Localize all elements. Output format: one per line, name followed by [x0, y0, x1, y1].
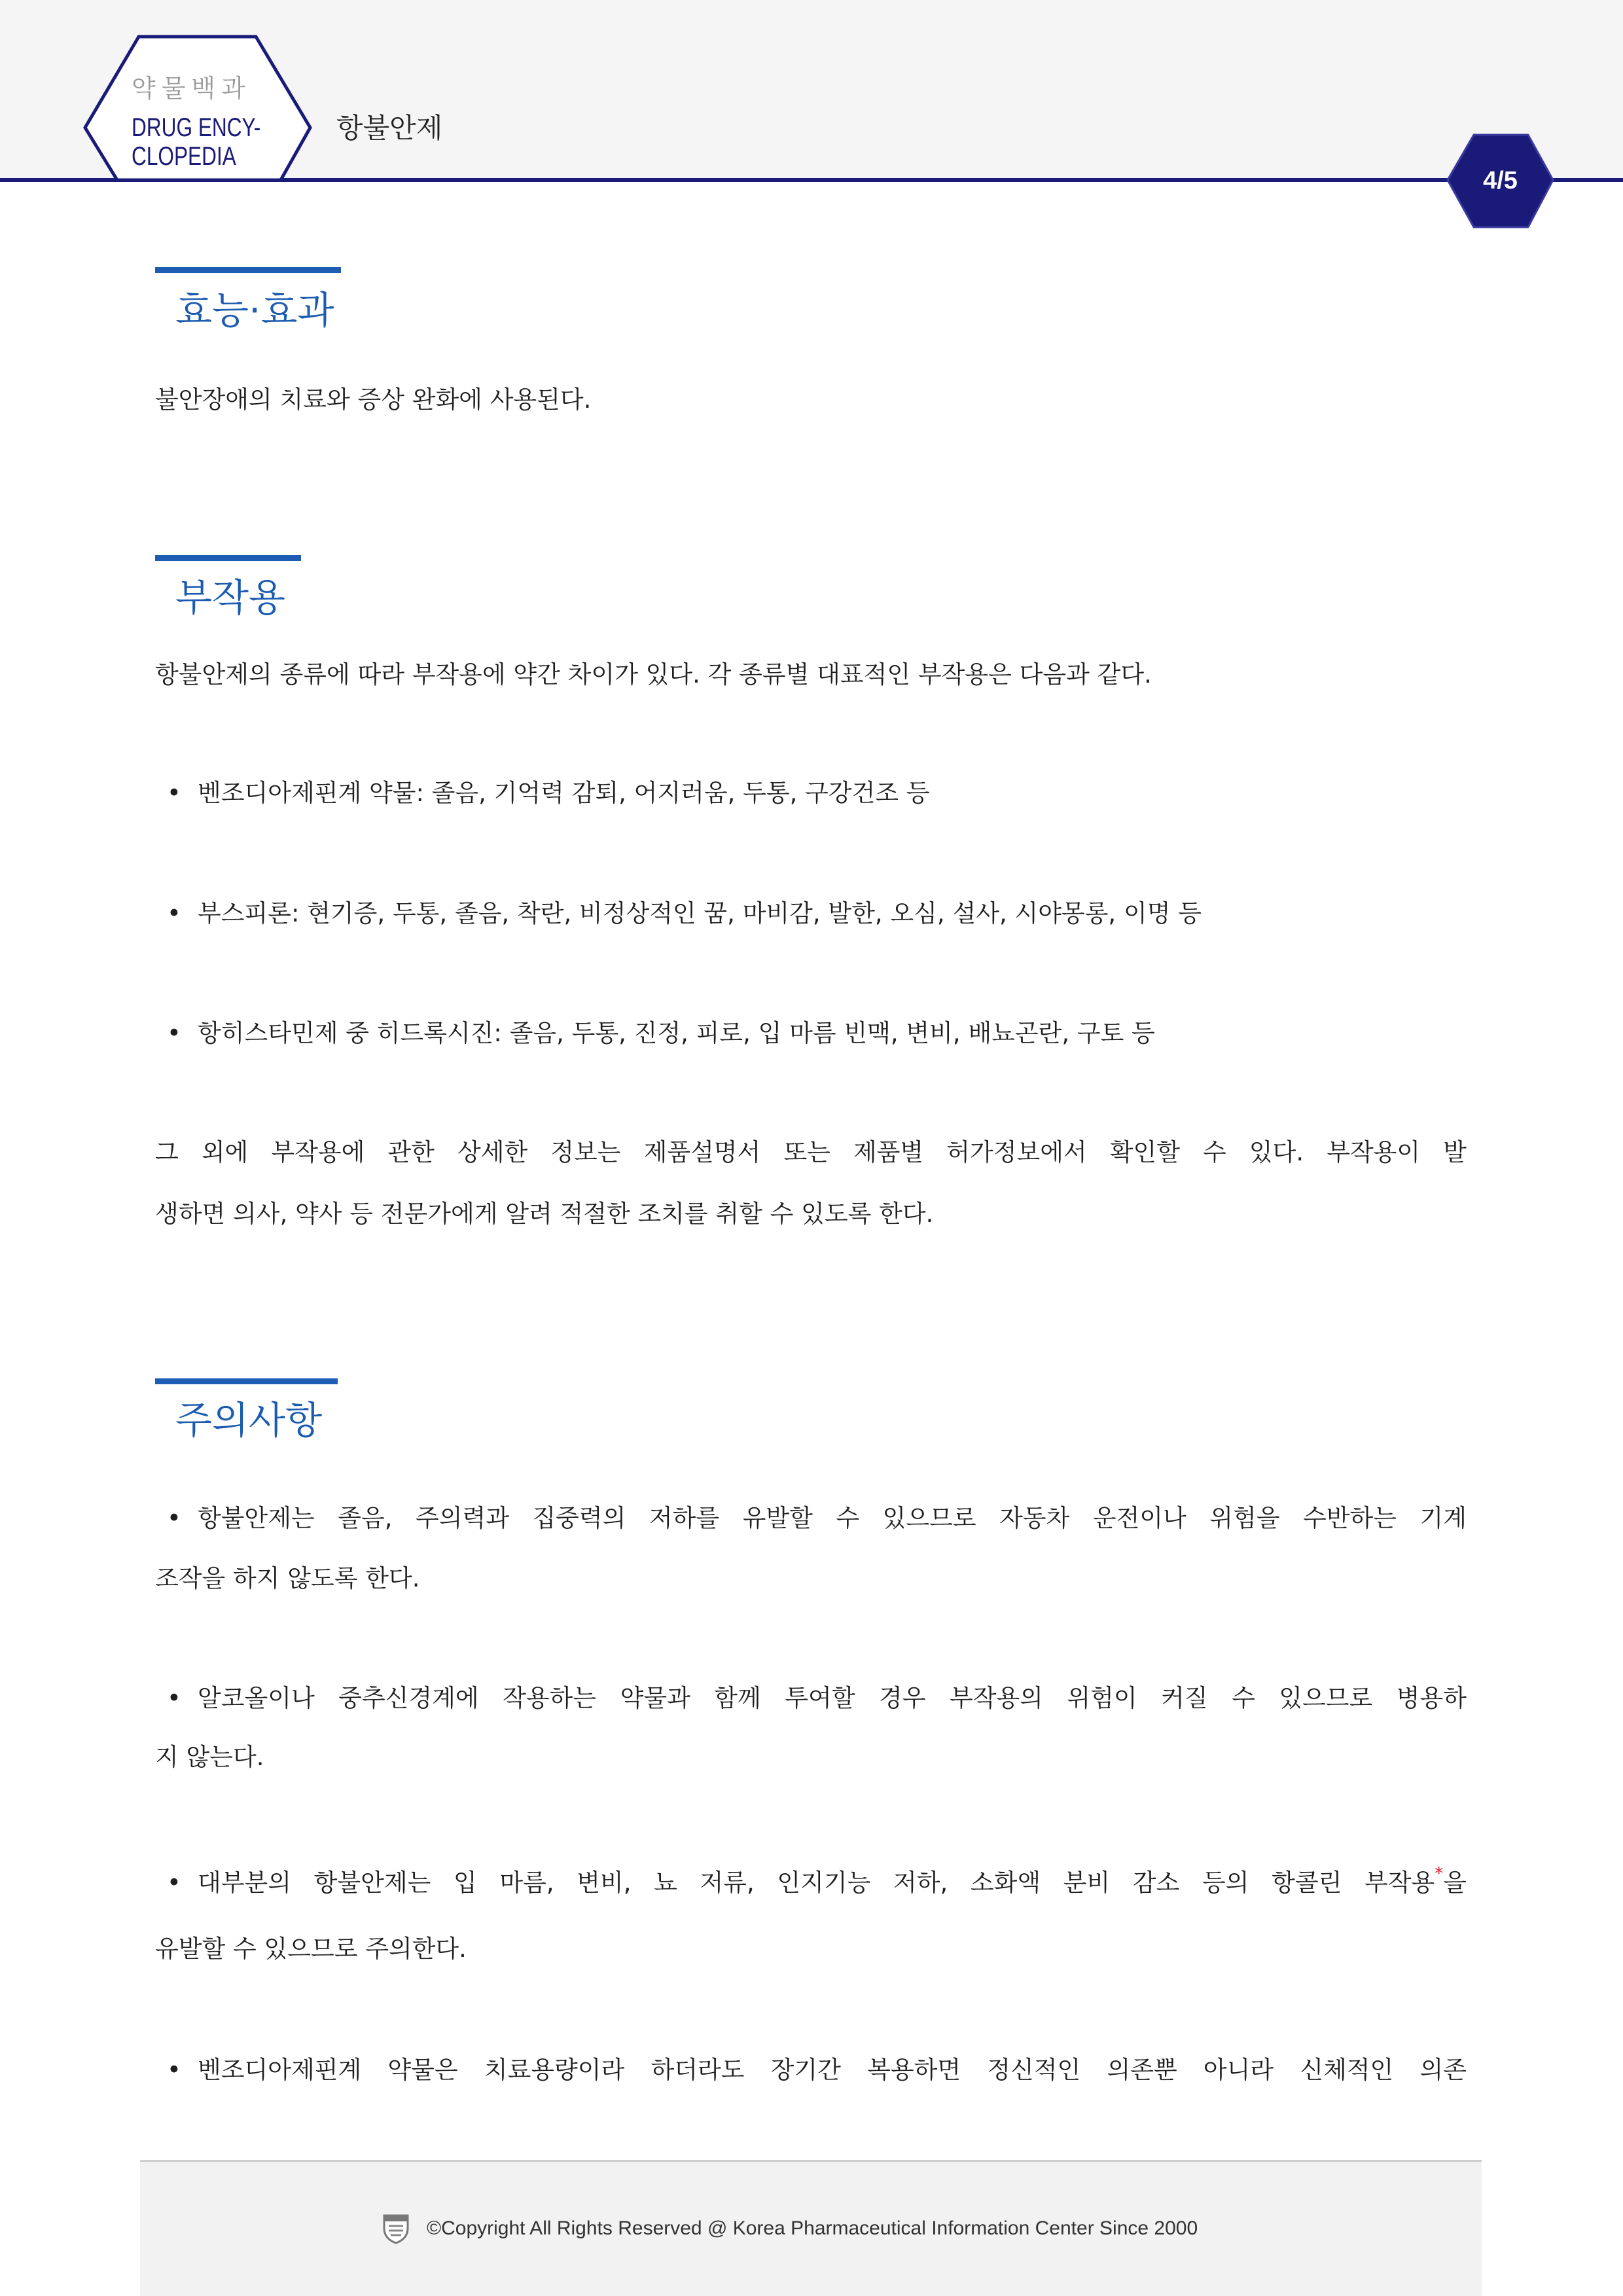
list-item-text-end: 을: [1443, 1869, 1467, 1897]
shield-icon: [382, 2213, 410, 2244]
list-item-text: 벤조디아제핀계 약물은 치료용량이라 하더라도 장기간 복용하면 정신적인 의존뿐 아니라 신체적인 의존: [198, 2056, 1467, 2084]
list-item-text: 알코올이나 중추신경계에 작용하는 약물과 함께 투여할 경우 부작용의 위험이 커질 수 있으므로 병용하: [198, 1684, 1467, 1712]
heading-efficacy: 효능·효과: [175, 288, 334, 332]
section-bar-precautions: [155, 1378, 338, 1384]
precaution-item-4-line1: [155, 2051, 1467, 2090]
side-effects-note-line1: 그 외에 부작용에 관한 상세한 정보는 제품설명서 또는 제품별 허가정보에서 확인할 수 있다. 부작용이 발: [155, 1138, 1467, 1166]
copyright-text: ©Copyright All Rights Reserved @ Korea Pharmaceutical Information Center Since 2000: [427, 2217, 1198, 2239]
logo-korean-text: 약물백과: [132, 74, 251, 103]
bullet: •: [167, 1504, 181, 1532]
section-bar-efficacy: [155, 267, 341, 273]
bullet: •: [167, 1869, 181, 1897]
list-item: [155, 894, 1467, 933]
list-item-text: 대부분의 항불안제는 입 마름, 변비, 뇨 저류, 인지기능 저하, 소화액 분비 감소 등의 항콜린 부작용: [198, 1869, 1435, 1897]
page-number: 4/5: [1483, 167, 1518, 194]
precaution-item-3-line1: [155, 1863, 1467, 1903]
precaution-item-1-line1: [155, 1499, 1467, 1538]
bullet: •: [167, 2056, 181, 2084]
logo-english-line2: CLOPEDIA: [132, 142, 236, 171]
logo-english-line1: DRUG ENCY-: [132, 113, 261, 142]
side-effects-intro: 항불안제의 종류에 따라 부작용에 약간 차이가 있다. 각 종류별 대표적인 부작용은 다음과 같다.: [155, 660, 1152, 689]
bullet: •: [167, 1684, 181, 1712]
list-item-text: 부스피론: 현기증, 두통, 졸음, 착란, 비정상적인 꿈, 마비감, 발한, 오심, 설사, 시야몽롱, 이명 등: [198, 899, 1202, 927]
list-item-text: 항히스타민제 중 히드록시진: 졸음, 두통, 진정, 피로, 입 마름 빈맥, 변비, 배뇨곤란, 구토 등: [198, 1019, 1155, 1047]
precaution-item-2-line2: 지 않는다.: [155, 1743, 264, 1771]
document-title: 항불안제: [336, 112, 443, 144]
list-item-text: 벤조디아제핀계 약물: 졸음, 기억력 감퇴, 어지러움, 두통, 구강건조 등: [198, 779, 930, 807]
efficacy-text: 불안장애의 치료와 증상 완화에 사용된다.: [155, 386, 592, 414]
list-item-text: 항불안제는 졸음, 주의력과 집중력의 저하를 유발할 수 있으므로 자동차 운전이나 위험을 수반하는 기계: [198, 1504, 1467, 1532]
side-effects-note-line2: 생하면 의사, 약사 등 전문가에게 알려 적절한 조치를 취할 수 있도록 한다.: [155, 1200, 934, 1228]
heading-side-effects: 부작용: [175, 575, 286, 620]
list-item: [155, 774, 1467, 813]
bullet: •: [167, 779, 181, 807]
footer-divider: [140, 2160, 1482, 2162]
precaution-item-2-line1: [155, 1679, 1467, 1718]
bullet: •: [167, 1019, 181, 1047]
section-bar-side-effects: [155, 555, 301, 561]
list-item: [155, 1014, 1467, 1053]
precaution-item-3-line2: 유발할 수 있으므로 주의한다.: [155, 1935, 467, 1963]
precaution-item-1-line2: 조작을 하지 않도록 한다.: [155, 1564, 420, 1592]
footnote-asterisk: *: [1435, 1864, 1444, 1884]
heading-precautions: 주의사항: [175, 1398, 323, 1443]
bullet: •: [167, 899, 181, 927]
